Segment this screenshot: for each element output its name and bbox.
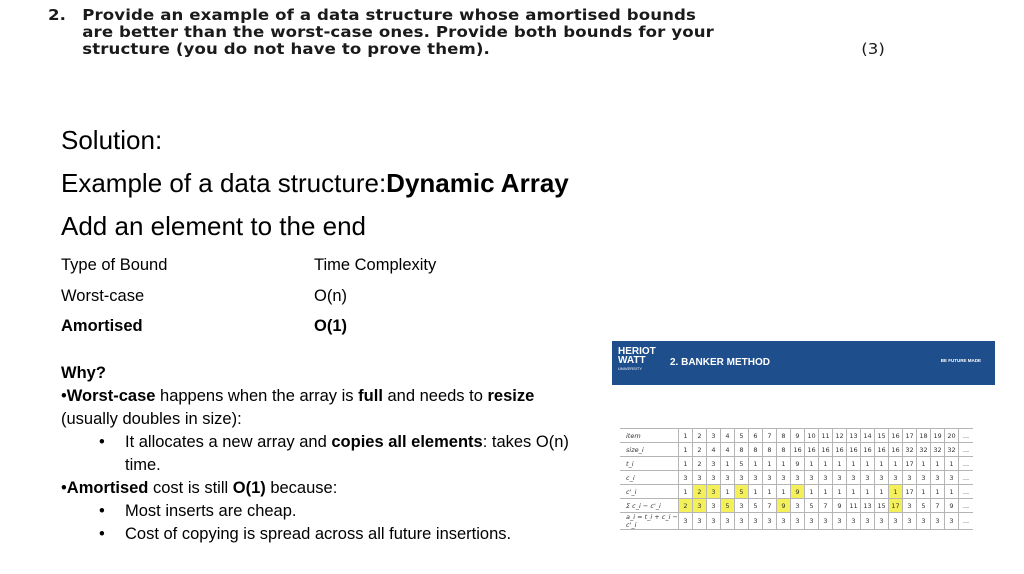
- banker-cell: 3: [707, 471, 721, 485]
- banker-cell: 5: [749, 499, 763, 513]
- banker-cell: 1: [819, 485, 833, 499]
- banker-cell: 1: [721, 485, 735, 499]
- banker-cell: 3: [707, 457, 721, 471]
- bullet1-term: Worst-case: [66, 387, 156, 405]
- bullet-amortised: [61, 477, 601, 500]
- banker-cell: 3: [917, 513, 931, 530]
- banker-cell: 18: [917, 429, 931, 443]
- banker-table-row: [620, 429, 973, 443]
- banker-cell: 3: [749, 471, 763, 485]
- banker-cell: 20: [945, 429, 959, 443]
- sub1-text: [101, 431, 601, 477]
- banker-ellipsis: ...: [959, 443, 974, 457]
- bounds-header-type: Type of Bound: [61, 256, 168, 274]
- banker-cell: 3: [903, 471, 917, 485]
- banker-cell: 1: [945, 457, 959, 471]
- banker-ellipsis: ...: [959, 429, 974, 443]
- banker-row-label: c'_i: [620, 485, 679, 499]
- banker-cell: 3: [931, 513, 945, 530]
- banker-cell: 3: [847, 471, 861, 485]
- sub-bullet-dot: •: [99, 433, 105, 451]
- banker-cell: 16: [889, 443, 903, 457]
- bounds-amortised-label: Amortised: [61, 317, 143, 335]
- banker-row-label: Σ c_i − c'_i: [620, 499, 679, 513]
- bounds-amortised-value: O(1): [314, 317, 347, 335]
- banker-cell: 3: [735, 513, 749, 530]
- banker-row-label: c_i: [620, 471, 679, 485]
- operation-line: Add an element to the end: [61, 211, 367, 241]
- bounds-worst-value: O(n): [314, 287, 347, 305]
- logo-line-1: HERIOT: [618, 346, 656, 357]
- banker-cell: 9: [945, 499, 959, 513]
- banker-cell: 5: [805, 499, 819, 513]
- banker-cell: 1: [931, 457, 945, 471]
- banker-table-row: [620, 499, 973, 513]
- banker-cell: 1: [805, 485, 819, 499]
- banker-cell: 3: [693, 471, 707, 485]
- bullet2-o1: O(1): [232, 479, 266, 497]
- banker-cell: 3: [707, 429, 721, 443]
- banker-cell: 3: [721, 471, 735, 485]
- sub1-text-b: : takes O(n) time.: [125, 433, 569, 474]
- banker-cell: 3: [805, 471, 819, 485]
- banker-cell: 1: [931, 485, 945, 499]
- banker-cell: 3: [777, 471, 791, 485]
- banker-cell: 9: [833, 499, 847, 513]
- banker-table-row: [620, 457, 973, 471]
- banker-cell: 3: [889, 471, 903, 485]
- banker-cell: 16: [805, 443, 819, 457]
- banker-cell: 5: [735, 485, 749, 499]
- bullet2-text-a: cost is still: [148, 479, 233, 497]
- banker-cell: 1: [805, 457, 819, 471]
- banker-cell: 3: [791, 471, 805, 485]
- banker-table-row: [620, 513, 973, 530]
- banker-cell: 3: [735, 471, 749, 485]
- solution-heading: Solution:: [61, 125, 163, 155]
- banker-cell: 3: [763, 513, 777, 530]
- bullet1-resize: resize: [487, 387, 535, 405]
- banker-ellipsis: ...: [959, 513, 974, 530]
- banker-cell: 5: [917, 499, 931, 513]
- sub-bullet-spread: [61, 523, 601, 546]
- banker-cell: 3: [679, 513, 693, 530]
- banker-row-label: size_i: [620, 443, 679, 457]
- sub-bullet-dot: •: [99, 502, 105, 520]
- exam-question: [48, 7, 990, 58]
- banker-cell: 2: [693, 429, 707, 443]
- bullet-dot: •: [61, 387, 67, 405]
- banker-table-row: [620, 443, 973, 457]
- bounds-header-row: [61, 255, 437, 275]
- sub2b-text: Cost of copying is spread across all future insertions.: [125, 525, 512, 543]
- banker-cell: 2: [679, 499, 693, 513]
- banker-cell: 4: [721, 443, 735, 457]
- banker-table: [620, 428, 973, 530]
- sub-bullet-cheap: [61, 500, 601, 523]
- banker-cell: 9: [791, 457, 805, 471]
- banker-cell: 3: [679, 471, 693, 485]
- banker-cell: 1: [945, 485, 959, 499]
- banker-cell: 16: [889, 429, 903, 443]
- banker-cell: 16: [875, 443, 889, 457]
- bullet1-text-b: and needs to: [382, 387, 488, 405]
- banker-cell: 1: [679, 457, 693, 471]
- banker-cell: 13: [847, 429, 861, 443]
- banker-cell: 1: [875, 485, 889, 499]
- banker-cell: 3: [903, 513, 917, 530]
- banker-cell: 17: [903, 485, 917, 499]
- banker-cell: 1: [889, 485, 903, 499]
- banker-cell: 3: [707, 499, 721, 513]
- banker-cell: 8: [735, 443, 749, 457]
- banker-cell: 1: [861, 457, 875, 471]
- logo-line-2: WATT: [618, 355, 646, 366]
- bullet1-text-a: happens when the array is: [155, 387, 359, 405]
- banker-cell: 3: [819, 471, 833, 485]
- banker-cell: 32: [917, 443, 931, 457]
- banker-cell: 9: [791, 485, 805, 499]
- banker-cell: 10: [805, 429, 819, 443]
- university-logo: [618, 347, 656, 373]
- bounds-row-worst: [61, 286, 347, 306]
- banker-cell: 1: [749, 485, 763, 499]
- banker-cell: 1: [917, 485, 931, 499]
- banker-cell: 1: [875, 457, 889, 471]
- banner-tagline: BE FUTURE MADE: [940, 358, 981, 363]
- banker-cell: 3: [875, 513, 889, 530]
- banker-cell: 3: [945, 513, 959, 530]
- bullet-dot: •: [61, 479, 67, 497]
- why-heading: Why?: [61, 364, 106, 382]
- banker-cell: 2: [693, 443, 707, 457]
- banker-cell: 3: [721, 513, 735, 530]
- banker-cell: 3: [861, 471, 875, 485]
- banker-cell: 17: [889, 499, 903, 513]
- banker-cell: 3: [931, 471, 945, 485]
- banker-cell: 1: [833, 485, 847, 499]
- banker-table-row: [620, 471, 973, 485]
- banker-cell: 13: [861, 499, 875, 513]
- banker-cell: 1: [679, 485, 693, 499]
- banker-cell: 1: [917, 457, 931, 471]
- banker-cell: 16: [791, 443, 805, 457]
- bounds-header-complexity: Time Complexity: [314, 256, 437, 274]
- banker-cell: 5: [735, 429, 749, 443]
- banker-cell: 3: [693, 499, 707, 513]
- banker-cell: 8: [749, 443, 763, 457]
- banker-cell: 3: [889, 513, 903, 530]
- banker-cell: 1: [833, 457, 847, 471]
- banker-cell: 3: [833, 513, 847, 530]
- banker-cell: 1: [847, 457, 861, 471]
- sub-bullet-allocate: [61, 431, 601, 477]
- banner-title: 2. BANKER METHOD: [670, 357, 771, 368]
- banker-cell: 3: [819, 513, 833, 530]
- banker-row-label: t_i: [620, 457, 679, 471]
- banker-ellipsis: ...: [959, 471, 974, 485]
- banker-cell: 15: [875, 499, 889, 513]
- banker-row-label: item: [620, 429, 679, 443]
- banker-cell: 3: [707, 513, 721, 530]
- banker-cell: 3: [805, 513, 819, 530]
- banker-cell: 8: [763, 443, 777, 457]
- question-line-1: Provide an example of a data structure whose amortised bounds: [82, 6, 696, 24]
- sub1-text-a: It allocates a new array and: [125, 433, 332, 451]
- bounds-row-amortised: [61, 316, 347, 336]
- bullet1-continuation: (usually doubles in size):: [61, 410, 242, 428]
- sub2a-text: Most inserts are cheap.: [125, 502, 297, 520]
- banker-cell: 3: [847, 513, 861, 530]
- banker-cell: 1: [749, 457, 763, 471]
- banker-cell: 3: [903, 499, 917, 513]
- question-line-3: structure (you do not have to prove them).: [82, 40, 490, 58]
- banker-cell: 1: [763, 457, 777, 471]
- banker-cell: 9: [777, 499, 791, 513]
- banker-cell: 5: [735, 457, 749, 471]
- banker-cell: 32: [903, 443, 917, 457]
- banker-cell: 7: [931, 499, 945, 513]
- banker-cell: 3: [693, 513, 707, 530]
- banker-cell: 1: [679, 443, 693, 457]
- banker-ellipsis: ...: [959, 457, 974, 471]
- banker-cell: 16: [833, 443, 847, 457]
- example-value: Dynamic Array: [386, 168, 569, 198]
- sub-bullet-dot: •: [99, 525, 105, 543]
- why-section: [61, 362, 601, 546]
- banker-cell: 3: [707, 485, 721, 499]
- banker-cell: 14: [861, 429, 875, 443]
- example-prefix: Example of a data structure:: [61, 168, 387, 198]
- bullet1-full: full: [358, 387, 383, 405]
- banker-cell: 16: [847, 443, 861, 457]
- banker-cell: 3: [735, 499, 749, 513]
- question-line-2: are better than the worst-case ones. Provide both bounds for your: [82, 23, 714, 41]
- banker-cell: 3: [791, 499, 805, 513]
- bullet2-term: Amortised: [66, 479, 149, 497]
- bullet2-text-b: because:: [265, 479, 338, 497]
- question-number: 2.: [48, 6, 67, 24]
- banker-cell: 1: [847, 485, 861, 499]
- banker-cell: 32: [931, 443, 945, 457]
- banker-cell: 1: [763, 485, 777, 499]
- banker-cell: 17: [903, 457, 917, 471]
- banker-cell: 6: [749, 429, 763, 443]
- banker-cell: 7: [819, 499, 833, 513]
- banker-cell: 3: [917, 471, 931, 485]
- banker-cell: 7: [763, 429, 777, 443]
- banker-cell: 1: [889, 457, 903, 471]
- banker-row-label: a_i = t_i + c_i − c'_i: [620, 513, 679, 530]
- banker-method-banner: [612, 341, 995, 385]
- banker-cell: 9: [791, 429, 805, 443]
- banker-cell: 11: [847, 499, 861, 513]
- bullet-worst-case: [61, 385, 601, 408]
- banker-cell: 3: [833, 471, 847, 485]
- banker-cell: 3: [875, 471, 889, 485]
- banker-cell: 12: [833, 429, 847, 443]
- banker-cell: 7: [763, 499, 777, 513]
- banker-cell: 11: [819, 429, 833, 443]
- banker-cell: 1: [819, 457, 833, 471]
- sub1-copies: copies all elements: [331, 433, 483, 451]
- banker-cell: 2: [693, 457, 707, 471]
- bounds-worst-label: Worst-case: [61, 287, 145, 305]
- banker-cell: 3: [945, 471, 959, 485]
- banker-cell: 16: [861, 443, 875, 457]
- banker-cell: 1: [861, 485, 875, 499]
- banker-ellipsis: ...: [959, 485, 974, 499]
- banker-table-row: [620, 485, 973, 499]
- banker-cell: 1: [679, 429, 693, 443]
- banker-cell: 1: [777, 457, 791, 471]
- example-line: [61, 168, 569, 198]
- banker-cell: 3: [777, 513, 791, 530]
- banker-cell: 5: [721, 499, 735, 513]
- logo-line-3: UNIVERSITY: [618, 366, 643, 371]
- banker-cell: 3: [749, 513, 763, 530]
- banker-cell: 8: [777, 429, 791, 443]
- banker-cell: 2: [693, 485, 707, 499]
- banker-cell: 3: [861, 513, 875, 530]
- banker-cell: 1: [721, 457, 735, 471]
- banker-cell: 16: [819, 443, 833, 457]
- banker-cell: 1: [777, 485, 791, 499]
- banker-cell: 3: [763, 471, 777, 485]
- banker-cell: 3: [791, 513, 805, 530]
- banker-ellipsis: ...: [959, 499, 974, 513]
- banker-cell: 8: [777, 443, 791, 457]
- banker-cell: 32: [945, 443, 959, 457]
- question-marks: (3): [861, 40, 886, 58]
- banker-cell: 17: [903, 429, 917, 443]
- banker-cell: 19: [931, 429, 945, 443]
- banker-cell: 15: [875, 429, 889, 443]
- banker-cell: 4: [721, 429, 735, 443]
- banker-cell: 4: [707, 443, 721, 457]
